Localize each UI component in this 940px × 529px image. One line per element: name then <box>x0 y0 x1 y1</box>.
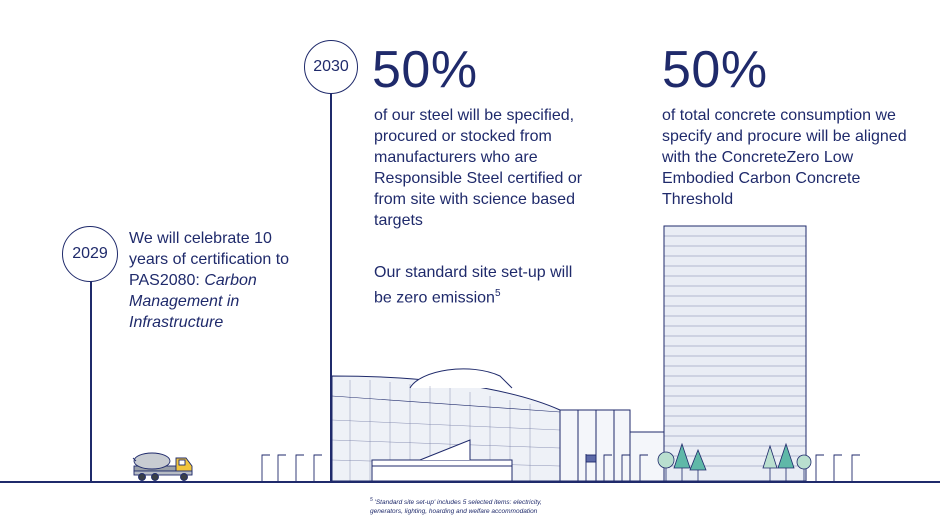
year-label: 2029 <box>72 245 108 262</box>
tower-building-icon <box>664 226 806 481</box>
cement-mixer-truck-icon <box>133 453 192 481</box>
concrete-percent: 50% <box>662 41 768 99</box>
milestone-2029-italic: Carbon Management in Infrastructure <box>129 272 257 331</box>
steel-percent: 50% <box>372 41 478 99</box>
concrete-text: of total concrete consumption we specify and procure will be aligned with the ConcreteZero Low Embodied Carbon Concrete Threshold <box>662 107 907 208</box>
year-label: 2030 <box>313 58 349 75</box>
ground-line <box>0 481 940 483</box>
steel-text: of our steel will be specified, procured or stocked from manufacturers who are Responsible Steel certified or from site with science based targets <box>374 107 583 229</box>
milestone-2029-plain: We will celebrate 10 years of certification to PAS2080: <box>129 230 290 289</box>
footnote-marker: 5 <box>494 288 501 299</box>
footnote-number: 5 <box>370 497 373 503</box>
footnote <box>370 496 570 516</box>
footnote-text: 'Standard site set-up' includes 5 selected items: electricity, generators, lighting, hoarding and welfare accommodation <box>370 499 542 516</box>
stadium-building-icon <box>332 369 665 481</box>
site-text-body: Our standard site set-up will be zero emission <box>374 264 573 307</box>
